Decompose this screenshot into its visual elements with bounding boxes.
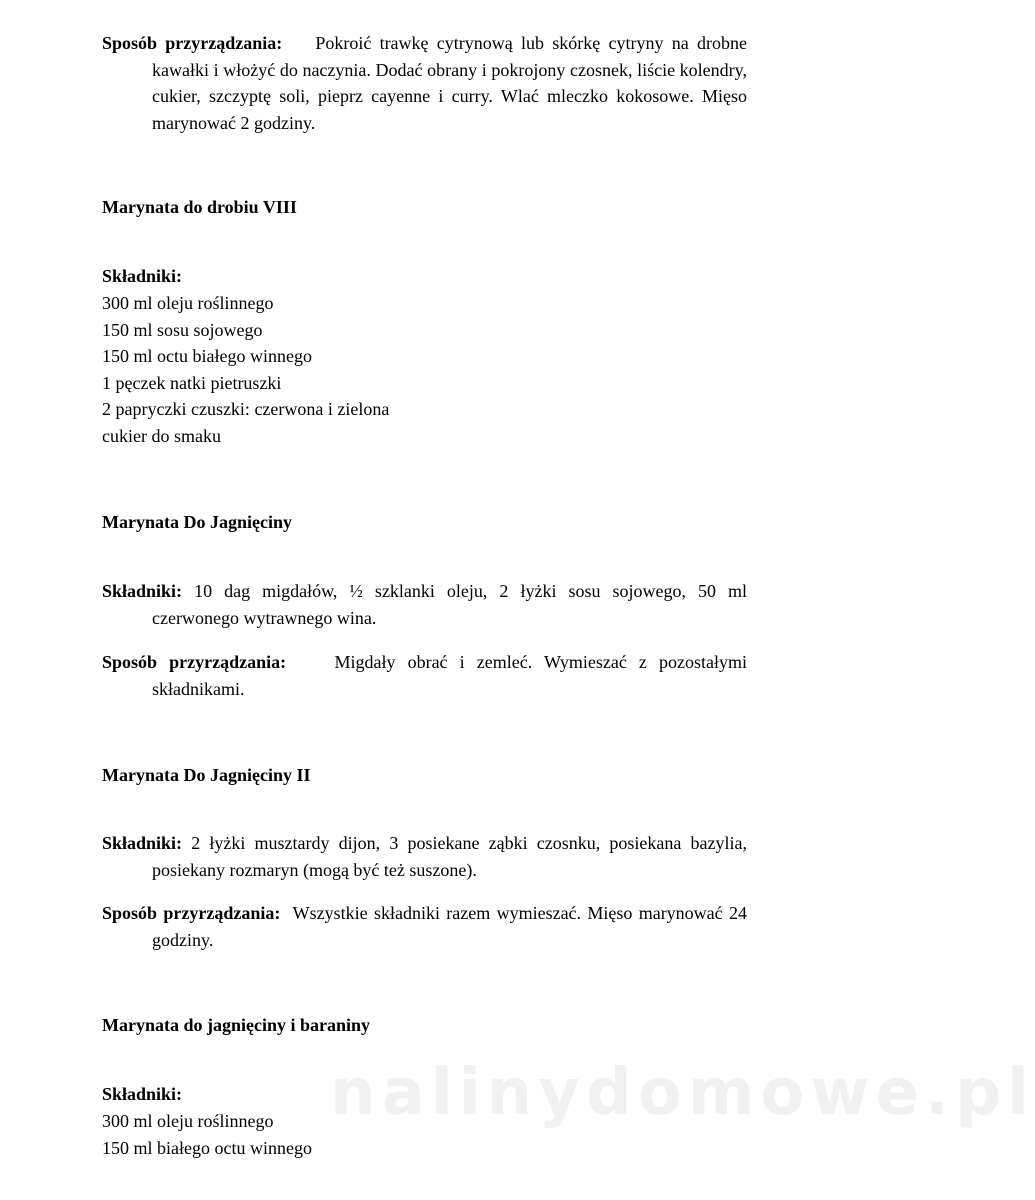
ingredients-label: Składniki: bbox=[102, 266, 183, 286]
method-label: Sposób przyrządzania: bbox=[102, 903, 281, 923]
list-item: 150 ml octu białego winnego bbox=[102, 346, 312, 366]
method-text: Wszystkie składniki razem wymieszać. Mięso marynować 24 godziny. bbox=[152, 903, 747, 950]
ingredients-text: 10 dag migdałów, ½ szklanki oleju, 2 łyżki sosu sojowego, 50 ml czerwonego wytrawnego wina. bbox=[152, 581, 747, 628]
method-label: Sposób przyrządzania: bbox=[102, 652, 287, 672]
ingredients-text: 2 łyżki musztardy dijon, 3 posiekane ząbki czosnku, posiekana bazylia, posiekany rozmaryn (mogą być też suszone). bbox=[152, 833, 748, 880]
method-paragraph bbox=[102, 30, 747, 136]
method-text: Pokroić trawkę cytrynową lub skórkę cytryny na drobne kawałki i włożyć do naczynia. Dodać obrany i pokrojony czosnek, liście kolendry, cukier, szczyptę soli, pieprz cayenne i curry. Wlać mleczko kokosowe. Mięso marynować 2 godziny. bbox=[152, 33, 748, 133]
method-paragraph bbox=[102, 900, 747, 953]
list-item: 150 ml białego octu winnego bbox=[102, 1137, 312, 1158]
recipe-title: Marynata Do Jagnięciny bbox=[102, 512, 292, 532]
ingredients-label: Składniki: bbox=[102, 581, 183, 601]
recipe-title: Marynata do jagnięciny i baraniny bbox=[102, 1015, 371, 1035]
method-label: Sposób przyrządzania: bbox=[102, 33, 283, 53]
recipe-title: Marynata Do Jagnięciny II bbox=[102, 765, 311, 785]
ingredients-label: Składniki: bbox=[102, 1084, 183, 1104]
method-text: Migdały obrać i zemleć. Wymieszać z pozostałymi składnikami. bbox=[152, 652, 747, 699]
ingredients-list bbox=[102, 1108, 312, 1161]
ingredients-label: Składniki: bbox=[102, 833, 183, 853]
ingredients-paragraph bbox=[102, 830, 747, 883]
list-item: 1 pęczek natki pietruszki bbox=[102, 372, 282, 393]
list-item: cukier do smaku bbox=[102, 425, 221, 446]
method-paragraph bbox=[102, 649, 747, 702]
watermark: nalinydomowe.pl bbox=[330, 1056, 1035, 1130]
list-item: 150 ml sosu sojowego bbox=[102, 319, 263, 340]
list-item: 300 ml oleju roślinnego bbox=[102, 1111, 274, 1131]
ingredients-list bbox=[102, 290, 389, 449]
list-item: 300 ml oleju roślinnego bbox=[102, 293, 274, 313]
list-item: 2 papryczki czuszki: czerwona i zielona bbox=[102, 399, 390, 419]
recipe-title: Marynata do drobiu VIII bbox=[102, 197, 297, 217]
ingredients-paragraph bbox=[102, 578, 747, 631]
